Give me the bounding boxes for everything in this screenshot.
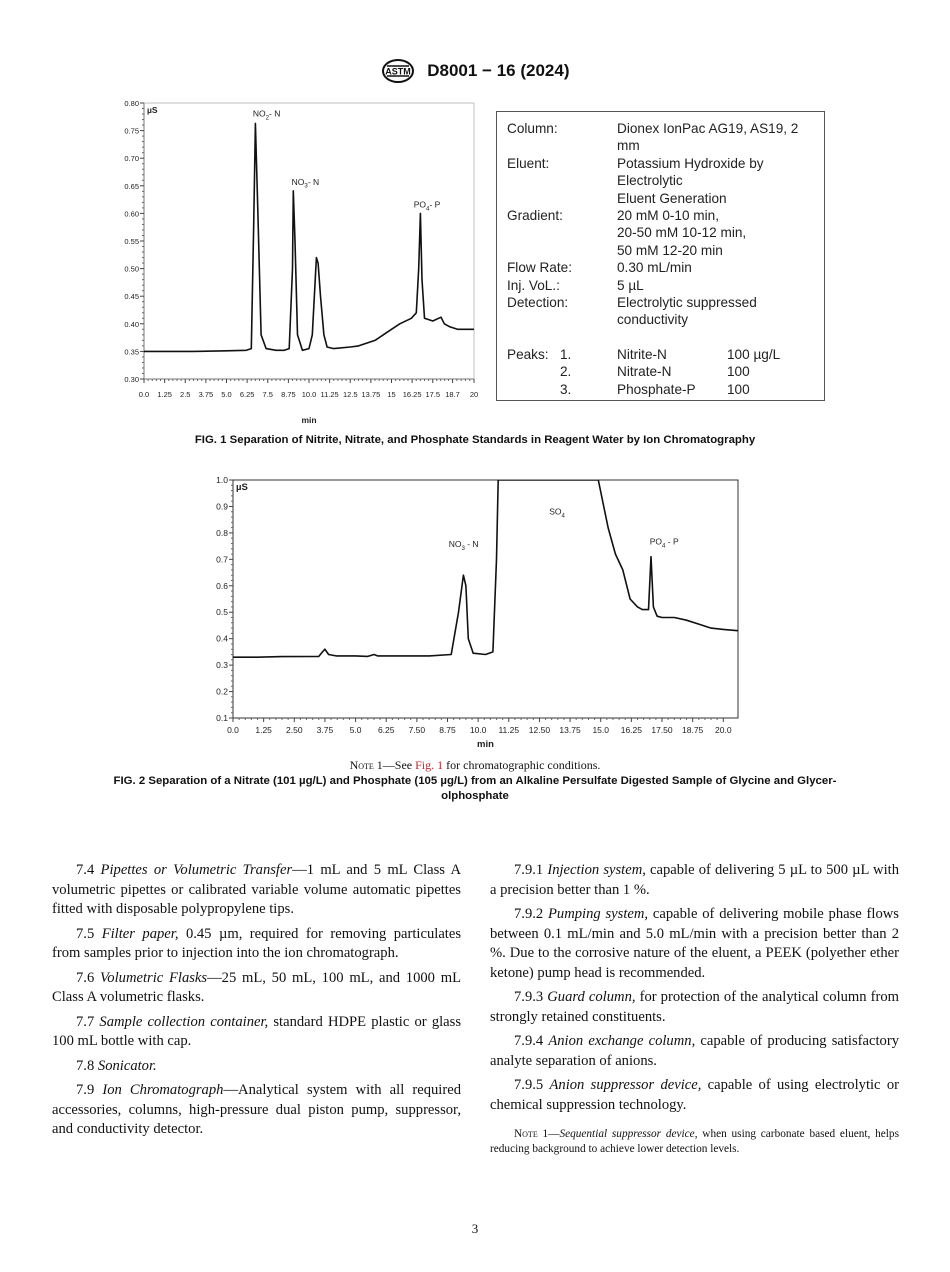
x-tick-label: 12.5	[342, 390, 358, 399]
section-number: 7.7	[76, 1013, 100, 1030]
y-tick-label: 0.1	[216, 713, 228, 723]
peak-1-name: Nitrite-N	[617, 347, 667, 362]
y-tick-label: 0.70	[124, 154, 139, 164]
section-number: 7.4	[76, 862, 101, 878]
column-label: Column:	[507, 121, 558, 136]
right-para-7-9-1	[490, 861, 899, 900]
x-tick-label: 3.75	[198, 390, 214, 399]
right-note	[490, 1127, 899, 1157]
x-tick-label: 1.25	[255, 725, 272, 735]
note-text-2: for chromatographic conditions.	[443, 758, 601, 772]
x-tick-label: 2.50	[286, 725, 303, 735]
section-text: 0.45 µm, required for removing particulates from samples prior to injection into the ion chromatograph.	[52, 925, 462, 961]
left-para-7-9	[52, 1081, 461, 1140]
peaks-label: Peaks:	[507, 347, 549, 362]
y-tick-label: 0.40	[124, 319, 139, 329]
eluent-value-3: Eluent Generation	[617, 190, 727, 206]
section-text: capable of delivering mobile phase flows between 0.1 mL/min and 5.0 mL/min with a precision better than 2 %. Due to the corrosive nature of the eluent, a PEEK (polyether ether ketone) pump head is recommended.	[490, 906, 899, 981]
right-para-7-9-5	[490, 1076, 899, 1115]
note-prefix: Note	[349, 758, 374, 772]
astm-logo-icon	[381, 58, 415, 84]
y-tick-label: 0.75	[124, 126, 139, 136]
note-number: 1—	[542, 1128, 560, 1140]
nitrate-peak-label: $NO_3$ - N	[448, 539, 479, 553]
flow-label: Flow Rate:	[507, 260, 572, 276]
peak-3-num: 3.	[560, 381, 572, 397]
x-tick-label: 20.0	[715, 725, 732, 735]
y-tick-label: 0.4	[216, 633, 228, 644]
note-prefix: Note	[514, 1128, 543, 1140]
gradient-value-3: 50 mM 12-20 min	[617, 242, 723, 258]
x-tick-label: 5.0	[349, 725, 362, 735]
x-tick-label: 13.75	[559, 725, 581, 735]
section-term: Pumping system,	[548, 906, 649, 922]
fig2-caption	[40, 774, 910, 804]
x-tick-label: 0.0	[227, 725, 239, 735]
fig1-caption: FIG. 1 Separation of Nitrite, Nitrate, and Phosphate Standards in Reagent Water by Ion Chromatography	[194, 434, 756, 446]
page-number: 3	[471, 1221, 479, 1236]
x-tick-label: 6.25	[239, 390, 255, 399]
fig1-conditions-box	[496, 111, 825, 401]
y-tick-label: 0.55	[124, 237, 139, 246]
column-value-1: Dionex IonPac AG19, AS19, 2	[617, 121, 799, 136]
x-tick-label: 12.50	[528, 725, 551, 735]
x-tick-label: 10.0	[301, 390, 317, 399]
left-para-7-8	[52, 1057, 461, 1077]
section-number: 7.9.2	[514, 906, 548, 922]
y-tick-label: 1.0	[216, 475, 228, 485]
svg-text:ASTM: ASTM	[384, 66, 411, 77]
section-number: 7.9	[76, 1082, 103, 1098]
gradient-value-2: 20-50 mM 10-12 min,	[617, 225, 747, 241]
series-line	[233, 480, 738, 657]
section-number: 7.6	[76, 969, 100, 986]
y-tick-label: 0.8	[216, 527, 228, 538]
x-tick-label: 8.75	[439, 725, 456, 735]
section-term: Injection system,	[547, 862, 646, 878]
section-term: Guard column,	[547, 989, 636, 1005]
section-term: Sonicator.	[97, 1057, 157, 1074]
x-tick-label: 11.25	[320, 390, 339, 399]
peak-3-conc: 100	[727, 381, 750, 397]
y-axis-label: µS	[147, 105, 158, 115]
y-tick-label: 0.50	[124, 264, 139, 274]
detection-label: Detection:	[507, 295, 569, 310]
section-term: Sample collection container,	[99, 1013, 269, 1030]
phosphate-peak-label: $PO_4$ - P	[649, 536, 679, 550]
sulfate-peak-label: $SO_4$	[549, 506, 565, 520]
x-tick-label: 7.5	[262, 390, 273, 399]
gradient-value-1: 20 mM 0-10 min,	[617, 208, 719, 223]
x-tick-label: 0.0	[138, 390, 150, 399]
left-para-7-7	[52, 1013, 461, 1052]
note-text: , when using carbonate based eluent, helps reducing background to achieve lower detection levels.	[490, 1128, 899, 1155]
inj-value: 5 µL	[617, 277, 644, 293]
x-axis-label: min	[301, 415, 317, 425]
x-tick-label: 13.75	[361, 390, 381, 399]
section-number: 7.8	[76, 1057, 98, 1074]
section-number: 7.9.5	[514, 1077, 550, 1093]
section-text: capable of producing satisfactory analyte separation of anions.	[490, 1033, 899, 1069]
x-tick-label: 8.75	[281, 390, 296, 399]
x-tick-label: 2.5	[180, 390, 191, 399]
note-term: Sequential suppressor device	[559, 1128, 695, 1140]
right-para-7-9-3	[490, 988, 899, 1027]
y-axis-label: µS	[236, 482, 248, 493]
y-tick-label: 0.7	[216, 554, 228, 565]
x-tick-label: 16.25	[402, 390, 422, 399]
nitrite-peak-label: $NO_2-$ N	[252, 108, 281, 122]
designation: D8001 − 16 (2024)	[427, 61, 570, 80]
plot-border	[144, 103, 474, 379]
plot-frame	[233, 480, 738, 718]
section-text: —Analytical system with all required accessories, columns, high-pressure dual piston pump, suppressor, and conductivity detector.	[52, 1082, 461, 1137]
peak-2-name: Nitrate-N	[617, 364, 672, 380]
x-tick-label: 17.5	[425, 390, 441, 399]
y-tick-label: 0.60	[124, 209, 139, 219]
section-term: Pipettes or Volumetric Transfer	[100, 862, 293, 878]
left-para-7-4	[52, 861, 461, 920]
flow-value: 0.30 mL/min	[617, 260, 692, 276]
y-tick-label: 0.35	[124, 347, 139, 357]
x-tick-label: 3.75	[316, 725, 334, 735]
y-tick-label: 0.80	[124, 99, 139, 108]
eluent-value-2: Electrolytic	[617, 173, 683, 189]
section-number: 7.9.4	[514, 1033, 549, 1049]
fig1-link[interactable]: Fig. 1	[415, 758, 444, 772]
fig2-caption-line1: FIG. 2 Separation of a Nitrate (101 µg/L) and Phosphate (105 µg/L) from an Alkaline Persulfate Digested Sample of Glycine and Glycer-	[113, 775, 837, 787]
peak-2-conc: 100	[727, 364, 750, 380]
page-header	[0, 58, 950, 84]
x-tick-label: 17.50	[651, 725, 673, 735]
section-text: capable of using electrolytic or chemical suppression technology.	[490, 1077, 899, 1113]
plot-frame	[144, 103, 474, 379]
x-tick-label: 5.0	[221, 390, 232, 399]
y-tick-label: 0.2	[216, 686, 228, 697]
phosphate-peak-label: $PO_4-$ P	[413, 199, 441, 213]
x-tick-label: 7.50	[408, 725, 426, 735]
section-text: capable of delivering 5 µL to 500 µL with a precision better than 1 %.	[490, 862, 900, 898]
section-text: standard HDPE plastic or glass 100 mL bottle with cap.	[52, 1013, 462, 1049]
x-tick-label: 15.0	[592, 725, 609, 735]
section-number: 7.5	[76, 925, 102, 942]
peak-1-num: 1.	[560, 347, 572, 362]
y-tick-label: 0.5	[216, 607, 228, 618]
y-tick-label: 0.65	[124, 181, 139, 191]
section-term: Filter paper,	[101, 925, 179, 942]
peak-3-name: Phosphate-P	[617, 381, 696, 397]
left-para-7-5	[52, 925, 461, 964]
inj-label: Inj. VoL.:	[507, 277, 560, 293]
fig2-note	[0, 758, 950, 773]
right-para-7-9-2	[490, 905, 899, 983]
x-tick-label: 18.75	[682, 725, 704, 735]
section-text: for protection of the analytical column from strongly retained constituents.	[490, 989, 900, 1025]
peak-1-conc: 100 µg/L	[727, 347, 781, 362]
left-para-7-6	[52, 969, 461, 1008]
x-tick-label: 6.25	[377, 725, 395, 735]
peak-2-num: 2.	[560, 364, 572, 380]
x-tick-label: 1.25	[157, 390, 172, 399]
fig1-chart	[110, 95, 490, 430]
section-term: Anion suppressor device,	[549, 1077, 702, 1093]
gradient-label: Gradient:	[507, 208, 563, 223]
x-tick-label: 15	[387, 390, 396, 399]
eluent-label: Eluent:	[507, 155, 550, 171]
right-para-7-9-4	[490, 1032, 899, 1071]
section-term: Anion exchange column,	[548, 1033, 696, 1049]
section-number: 7.9.1	[514, 862, 548, 878]
y-tick-label: 0.6	[216, 580, 228, 591]
x-axis-label: min	[477, 739, 494, 750]
y-tick-label: 0.30	[124, 375, 139, 384]
body-right-column	[490, 861, 899, 1162]
x-tick-label: 18.7	[445, 390, 460, 399]
section-term: Volumetric Flasks	[100, 969, 208, 986]
body-left-column	[52, 861, 461, 1145]
detection-value-2: conductivity	[617, 312, 689, 328]
x-tick-label: 10.0	[469, 725, 487, 735]
section-text: —25 mL, 50 mL, 100 mL, and 1000 mL Class A volumetric flasks.	[52, 969, 461, 1005]
x-tick-label: 16.25	[620, 725, 643, 735]
detection-value-1: Electrolytic suppressed	[617, 295, 757, 310]
fig2-chart	[195, 472, 755, 757]
section-number: 7.9.3	[514, 989, 548, 1005]
y-tick-label: 0.45	[124, 292, 139, 302]
x-tick-label: 20	[469, 390, 479, 399]
column-value-2: mm	[617, 138, 640, 154]
fig2-caption-line2: olphosphate	[441, 790, 509, 802]
series-line	[144, 123, 474, 351]
y-tick-label: 0.9	[216, 501, 228, 512]
note-text-1: 1—See	[376, 758, 416, 772]
x-tick-label: 11.25	[498, 725, 520, 735]
nitrate-peak-label: $NO_3-$ N	[291, 176, 320, 190]
y-tick-label: 0.3	[216, 660, 228, 671]
section-text: —1 mL and 5 mL Class A volumetric pipettes or calibrated variable volume automatic pipettes fitted with disposable polypropylene tips.	[52, 862, 461, 917]
eluent-value-1: Potassium Hydroxide by	[617, 155, 764, 171]
section-term: Ion Chromatograph	[102, 1082, 224, 1098]
